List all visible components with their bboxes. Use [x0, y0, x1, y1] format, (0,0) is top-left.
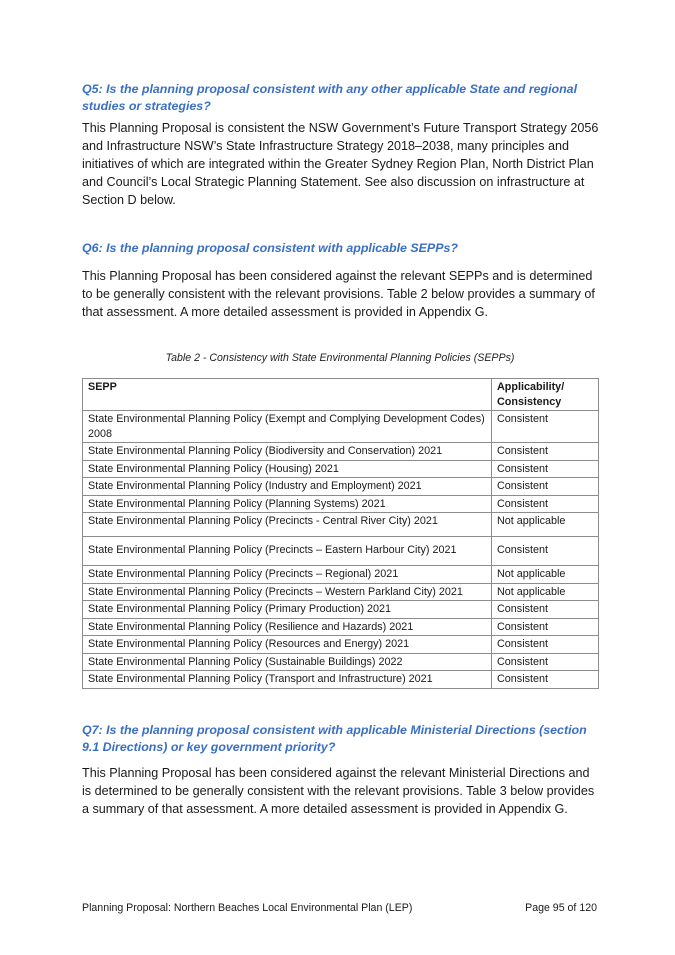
- table-row: [83, 443, 599, 461]
- table-row: [83, 513, 599, 537]
- sepp-name: State Environmental Planning Policy (Sustainable Buildings) 2022: [83, 653, 492, 671]
- table-row: [83, 618, 599, 636]
- q7-heading: Q7: Is the planning proposal consistent with applicable Ministerial Directions (section 9.1 Directions) or key government priority?: [82, 723, 587, 754]
- footer-page-number: Page 95 of 120: [525, 902, 597, 914]
- table-row: [83, 411, 599, 443]
- table-row: [83, 495, 599, 513]
- sepp-status: Not applicable: [492, 583, 599, 601]
- table-row: [83, 653, 599, 671]
- q6-heading: Q6: Is the planning proposal consistent with applicable SEPPs?: [82, 241, 458, 255]
- table-row: [83, 566, 599, 584]
- table-caption: Table 2 - Consistency with State Environmental Planning Policies (SEPPs): [165, 352, 515, 364]
- sepp-status: Consistent: [492, 601, 599, 619]
- sepp-name: State Environmental Planning Policy (Resources and Energy) 2021: [83, 636, 492, 654]
- sepp-status: Not applicable: [492, 566, 599, 584]
- sepp-name: State Environmental Planning Policy (Planning Systems) 2021: [83, 495, 492, 513]
- sepp-name: State Environmental Planning Policy (Precincts – Regional) 2021: [83, 566, 492, 584]
- sepp-status: Consistent: [492, 537, 599, 566]
- sepp-name: State Environmental Planning Policy (Housing) 2021: [83, 460, 492, 478]
- sepp-status: Not applicable: [492, 513, 599, 537]
- sepp-status: Consistent: [492, 653, 599, 671]
- sepp-status: Consistent: [492, 460, 599, 478]
- sepp-status: Consistent: [492, 618, 599, 636]
- sepp-name: State Environmental Planning Policy (Precincts - Central River City) 2021: [83, 513, 492, 537]
- table-header-row: [83, 379, 599, 411]
- table-row: [83, 636, 599, 654]
- sepp-status: Consistent: [492, 636, 599, 654]
- sepp-status: Consistent: [492, 495, 599, 513]
- q5-body: This Planning Proposal is consistent the NSW Government’s Future Transport Strategy 2056 and Infrastructure NSW’s State Infrastructure Strategy 2018–2038, many principles and initiatives of which are integrated within the Greater Sydney Region Plan, North District Plan and Council’s Local Strategic Planning Statement. See also discussion on infrastructure at Section D below.: [82, 121, 599, 207]
- footer-document-title: Planning Proposal: Northern Beaches Local Environmental Plan (LEP): [82, 902, 413, 914]
- sepp-name: State Environmental Planning Policy (Biodiversity and Conservation) 2021: [83, 443, 492, 461]
- sepp-name: State Environmental Planning Policy (Resilience and Hazards) 2021: [83, 618, 492, 636]
- sepp-name: State Environmental Planning Policy (Precincts – Eastern Harbour City) 2021: [83, 537, 492, 566]
- q5-heading: Q5: Is the planning proposal consistent with any other applicable State and regional studies or strategies?: [82, 82, 578, 113]
- sepp-name: State Environmental Planning Policy (Industry and Employment) 2021: [83, 478, 492, 496]
- table-row: [83, 583, 599, 601]
- table-row: [83, 478, 599, 496]
- table-row: [83, 537, 599, 566]
- table-row: [83, 460, 599, 478]
- q6-body: This Planning Proposal has been considered against the relevant SEPPs and is determined to be generally consistent with the relevant provisions. Table 2 below provides a summary of that assessment. A more detailed assessment is provided in Appendix G.: [82, 269, 595, 319]
- sepp-name: State Environmental Planning Policy (Exempt and Complying Development Codes) 2008: [83, 411, 492, 443]
- table-row: [83, 671, 599, 689]
- q7-body: This Planning Proposal has been considered against the relevant Ministerial Directions and is determined to be generally consistent with the relevant provisions. Table 3 below provides a summary of that assessment. A more detailed assessment is provided in Appendix G.: [82, 766, 595, 816]
- sepp-status: Consistent: [492, 671, 599, 689]
- sepp-name: State Environmental Planning Policy (Transport and Infrastructure) 2021: [83, 671, 492, 689]
- table-row: [83, 601, 599, 619]
- sepp-name: State Environmental Planning Policy (Precincts – Western Parkland City) 2021: [83, 583, 492, 601]
- sepp-name: State Environmental Planning Policy (Primary Production) 2021: [83, 601, 492, 619]
- sepp-consistency-table: [82, 378, 599, 689]
- sepp-status: Consistent: [492, 411, 599, 443]
- header-sepp: SEPP: [83, 379, 492, 411]
- header-applicability: Applicability/ Consistency: [492, 379, 599, 411]
- sepp-status: Consistent: [492, 443, 599, 461]
- sepp-status: Consistent: [492, 478, 599, 496]
